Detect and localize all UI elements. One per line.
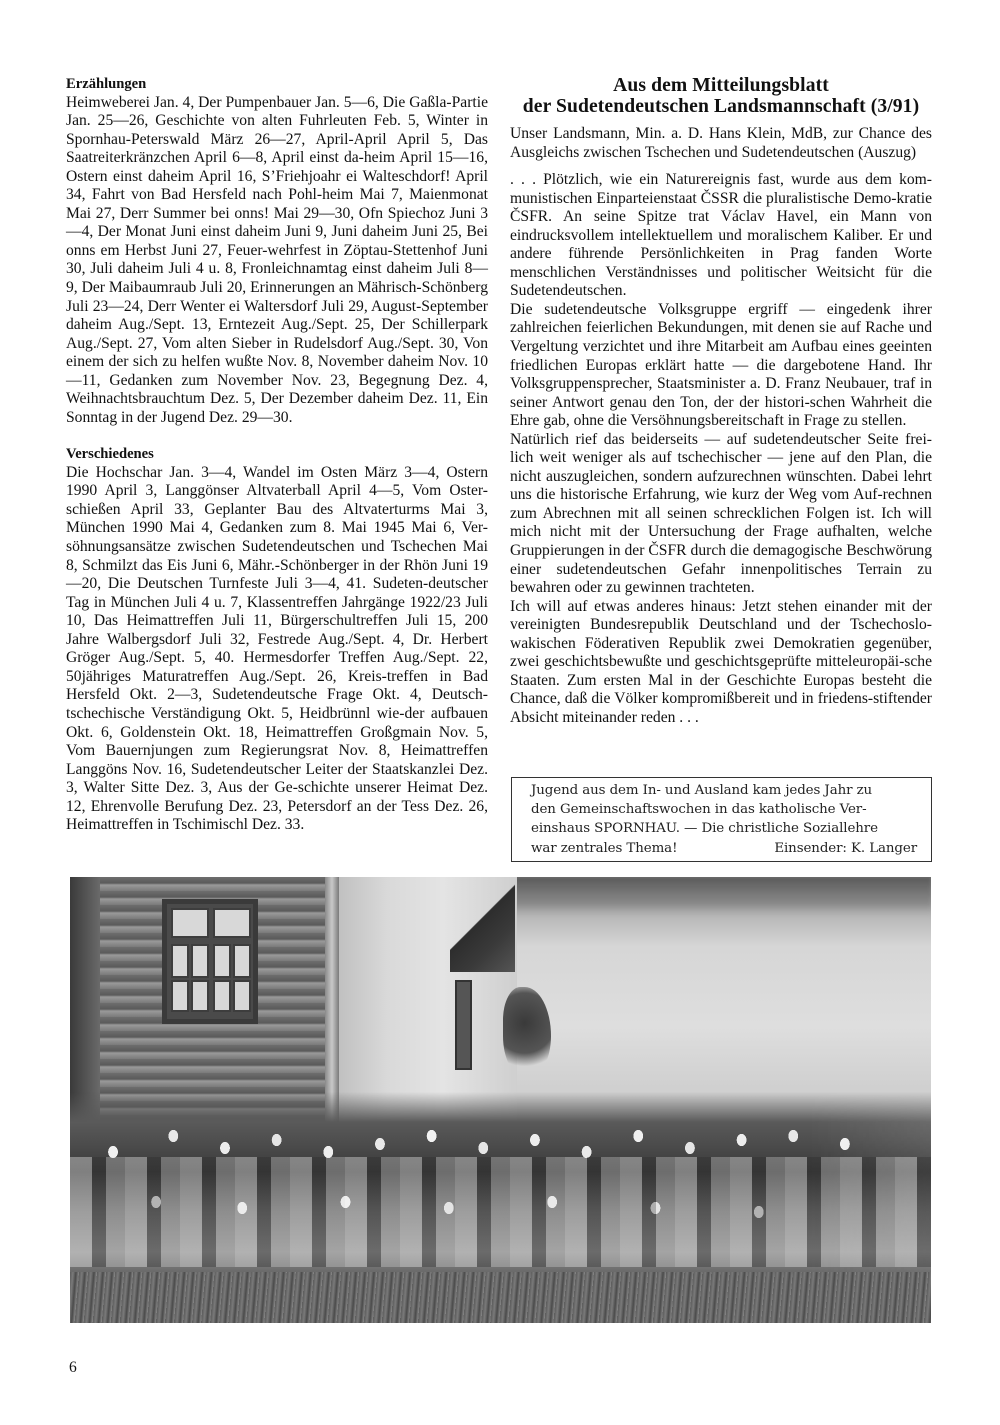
group-photo <box>70 877 931 1323</box>
section-heading-erzaehlungen: Erzählungen <box>66 76 147 92</box>
photo-roof-edge <box>450 877 515 972</box>
section-text-erzaehlungen: Heimweberei Jan. 4, Der Pumpenbauer Jan. 5—6, Die Gaßla-Partie Jan. 25—26, Geschichte von alten Fuhrleuten Feb. 5, Winter in Spornhau-Peterswald März 26—27, April-April April 5, Das Saatreiterkränzchen April 6—8, April einst da-heim April 15—16, Ostern einst daheim April 16, S’Friehjoahr ei Walteschdorf! April 34, Fahrt von Bad Hersfeld nach Pohl-heim Mai 7, Maienmonat Mai 27, Derr Summer bei onns! Mai 29—30, Ofn Spiechoz Juni 3—4, Der Monat Juni einst daheim Juni 9, Juni daheim Juni 25, Bei onns em Herbst Juni 27, Feuer-wehrfest in Zöptau-Stettenhof Juni 30, Juli daheim Juli 4 u. 8, Fronleichnamtag einst daheim Juli 8—9, Der Maibaumraub Juli 20, Erinnerungen an Mährisch-Schönberg Juli 23—24, Derr Wenter ei Waltersdorf Juli 29, August-September daheim Aug./Sept. 13, Erntezeit Aug./Sept. 25, Der Schillerpark Aug./Sept. 27, Vom alten Sieber in Rudelsdorf Aug./Sept. 30, Von einem der sich zu helfen wußte Nov. 8, November daheim Nov. 10—11, Gedanken zum November Nov. 23, Begegnung Dez. 4, Weihnachtsbrauchtum Dez. 5, Der Dezember daheim Dez. 11, Ein Sonntag in der Jugend Dez. 29—30. <box>66 93 488 426</box>
article-paragraph: Ich will auf etwas anderes hinaus: Jetzt stehen einander mit der vereinigten Bundesrepublik Deutschland und der Tschechoslo-wakischen Föderativen Republik zwei Demokratien gegenüber, zwei geschichtsbewußte und geschichtsgeprüfte mitteleuropäi-sche Staaten. Zum ersten Mal in der Geschichte Europas besteht die Chance, daß die Völker kompromißbereit und in friedens-stiftender Absicht miteinander reden . . . <box>510 597 932 726</box>
section-text-verschiedenes: Die Hochschar Jan. 3—4, Wandel im Osten März 3—4, Ostern 1990 April 3, Langgönser Altvaterball April 4—5, Vom Oster-schießen April 33, Geplanter Bau des Altvaterturms Mai 3, München 1990 Mai 4, Gedanken zum 8. Mai 1945 Mai 6, Ver-söhnungsansätze zwischen Sudetendeutschen und Tschechen Mai 8, Schmilzt das Eis Juni 6, Mähr.-Schönberger in der Rhön Juni 19—20, Die Deutschen Turnfeste Juli 3—4, 41. Sudeten-deutscher Tag in München Juli 4 u. 7, Klassentreffen Jahrgänge 1922/23 Juli 10, Das Heimattreffen Juli 11, Bürgerschultreffen Juli 15, 200 Jahre Walbergsdorf Juli 32, Festrede Aug./Sept. 4, Dr. Herbert Gröger Aug./Sept. 5, 40. Hermesdorfer Treffen Aug./Sept. 22, 50jähriges Maturatreffen Aug./Sept. 26, Kreis-treffen in Bad Hersfeld Okt. 2—3, Sudetendeutsche Frage Okt. 4, Deutsch-tschechische Verständigung Okt. 5, Heidbrünnl wie-der aufbauen Okt. 6, Goldenstein Okt. 18, Heimattreffen Großgmain Nov. 5, Vom Bauernjungen zum Regierungsrat Nov. 8, Heimattreffen Langgöns Nov. 16, Sudetendeutscher Leiter der Staatskanzlei Dez. 3, Walter Sitte Dez. 3, Aus der Ge-schichte unserer Heimat Dez. 12, Ehrenvolle Berufung Dez. 23, Petersdorf an der Tess Dez. 26, Heimattreffen in Tschimischl Dez. 33. <box>66 463 488 834</box>
article-paragraph: . . . Plötzlich, wie ein Naturereignis fast, wurde aus dem kom-munistischen Einparteienstaat ČSSR die pluralistische Demo-kratie ČSFR. An seine Spitze trat Václav Havel, ein Mann von eindrucksvollem intellektuellem und moralischem Kaliber. Er und andere führende Persönlichkeiten in Prag fanden Worte menschlichen Verständnisses und politischer Weitsicht für die Sudetendeutschen. <box>510 171 932 300</box>
article-paragraph: Die sudetendeutsche Volksgruppe ergriff — eingedenk ihrer zahlreichen feierlichen Bekundungen, mit denen sie auf Rache und Vergeltung verzichtet und ihre Mitarbeit am Aufbau eines geeinten friedlichen Europas erklärt hatte — die dargebotene Hand. Ihr Volksgruppensprecher, Staatsminister a. D. Franz Neubauer, traf in seiner Antwort genau den Ton, der der histori-schen Wahrheit die Ehre gab, ohne die Versöhnungsbereitschaft in Frage zu stellen. <box>510 300 932 430</box>
page-number: 6 <box>69 1359 77 1376</box>
article-title-line-2: der Sudetendeutschen Landsmannschaft (3/91) <box>522 96 920 117</box>
section-heading-verschiedenes: Verschiedenes <box>66 446 154 463</box>
caption-line: einshaus SPORNHAU. — Die christliche Soziallehre <box>531 821 878 837</box>
article-intro: Unser Landsmann, Min. a. D. Hans Klein, MdB, zur Chance des Ausgleichs zwischen Tschechen und Sudetendeutschen (Auszug) <box>510 125 932 161</box>
photo-grass <box>70 1272 931 1323</box>
left-column <box>66 75 488 835</box>
caption-last-line <box>531 839 921 858</box>
photo-crowd-clothing <box>70 1157 931 1267</box>
photo-window <box>162 899 258 1024</box>
photo-caption-box <box>511 777 932 862</box>
article-title-line-1: Aus dem Mitteilungsblatt <box>613 75 829 96</box>
photo-treeline <box>500 877 931 915</box>
caption-line: den Gemeinschaftswochen in das katholische Ver- <box>531 802 867 818</box>
caption-line: Jugend aus dem In- und Ausland kam jedes Jahr zu <box>531 783 873 798</box>
article-column <box>510 75 932 728</box>
caption-text: war zentrales Thema! <box>531 840 678 856</box>
caption-credit: Einsender: K. Langer <box>774 840 917 856</box>
photo-side-window <box>455 980 472 1070</box>
article-title <box>510 75 932 117</box>
article-paragraph: Natürlich rief das beiderseits — auf sudetendeutscher Seite frei-lich weit weniger als auf tschechischer — jene auf den Plan, die nicht auszugleichen, sondern aufzurechnen wünschten. Dabei lehrt uns die historische Erfahrung, wie kurz der Weg vom Auf-rechnen zum Abrechnen mit all seinen schrecklichen Folgen ist. Ich will mich nicht mit der Untersuchung der Frage aufhalten, welche Gruppierungen in der ČSFR durch die demagogische Beschwörung einer sudetendeutschen Gefahr innenpolitisches Terrain zu bewahren oder zu gewinnen trachteten. <box>510 430 932 597</box>
